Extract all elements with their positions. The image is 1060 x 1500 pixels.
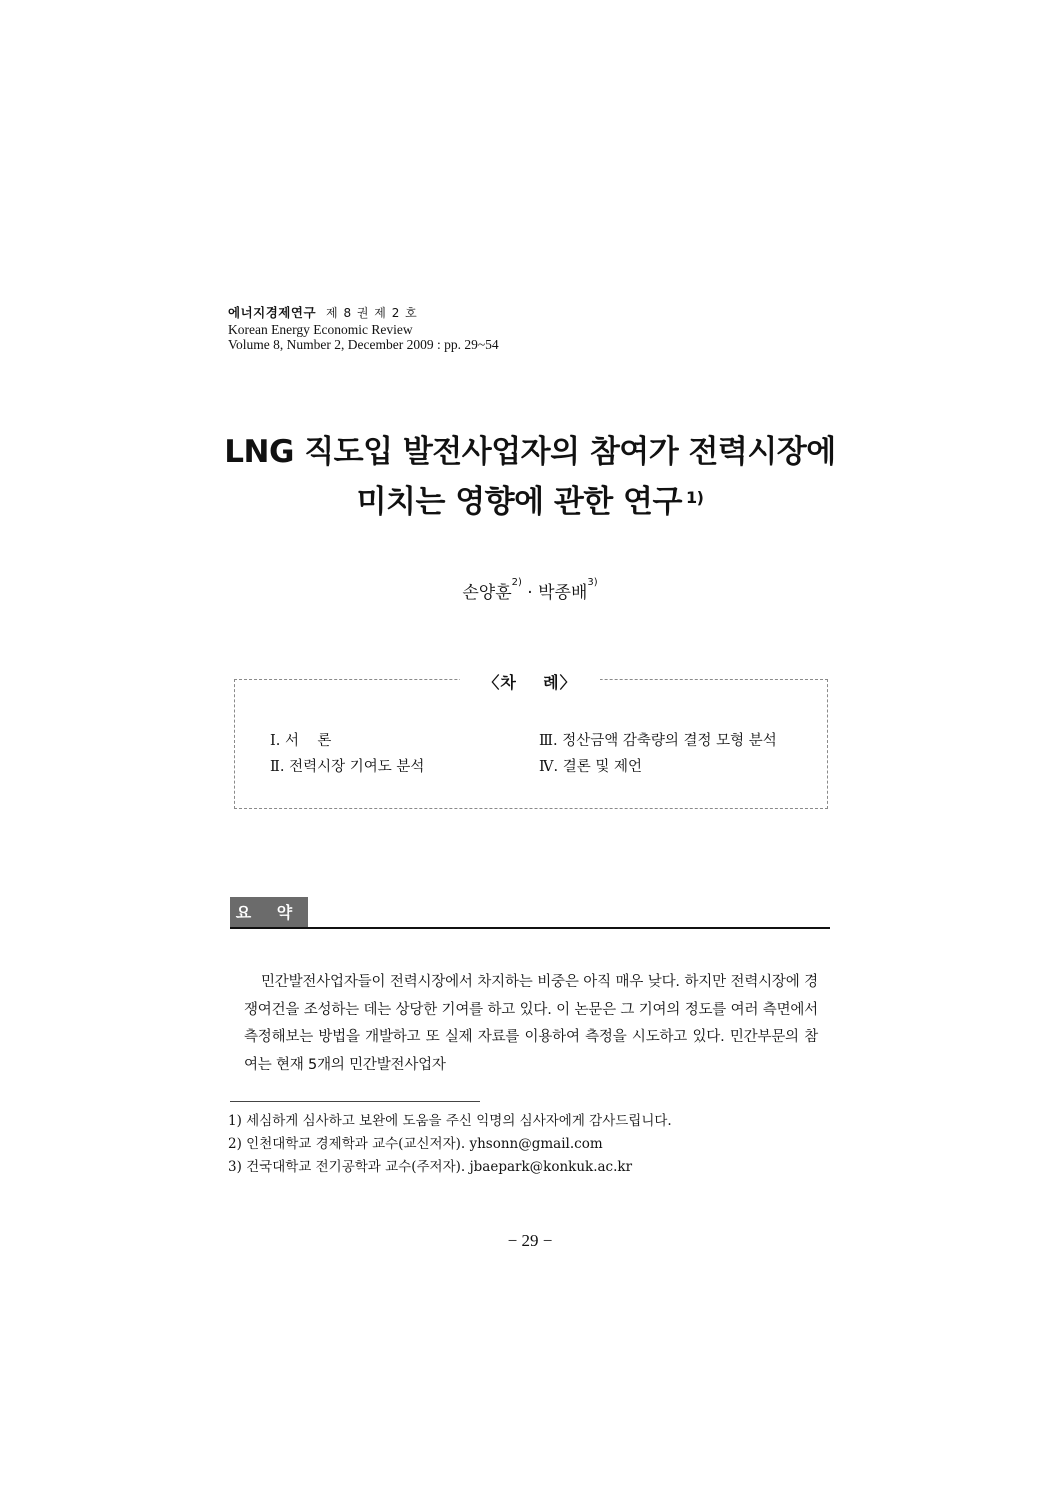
toc-item-4[interactable]: Ⅳ. 결론 및 제언: [539, 759, 642, 775]
toc-item-1[interactable]: Ⅰ. 서 론: [270, 733, 332, 749]
journal-header: [228, 305, 499, 352]
author-1-footnote-mark[interactable]: 2): [511, 577, 522, 588]
footnote-divider: [230, 1101, 480, 1102]
footnotes: [228, 1110, 672, 1179]
journal-name-en: Korean Energy Economic Review: [228, 322, 413, 337]
author-2-footnote-mark[interactable]: 3): [587, 577, 598, 588]
paper-title: [200, 427, 860, 527]
summary-label: 요 약: [230, 897, 308, 928]
toc-item-2[interactable]: Ⅱ. 전력시장 기여도 분석: [270, 759, 425, 775]
title-line-1: LNG 직도입 발전사업자의 참여가 전력시장에: [224, 434, 836, 470]
footnote-1: 1) 세심하게 심사하고 보완에 도움을 주신 익명의 심사자에게 감사드립니다.: [228, 1113, 672, 1129]
title-footnote-mark[interactable]: 1): [685, 488, 704, 507]
toc-item-3[interactable]: Ⅲ. 정산금액 감축량의 결정 모형 분석: [539, 733, 777, 749]
authors: [0, 578, 1060, 603]
journal-volume-ko: 제 8 권 제 2 호: [326, 306, 418, 320]
abstract-text: 민간발전사업자들이 전력시장에서 차지하는 비중은 아직 매우 낮다. 하지만 전력시장에 경쟁여건을 조성하는 데는 상당한 기여를 하고 있다. 이 논문은 그 기여의 정도를 여러 측면에서 측정해보는 방법을 개발하고 또 실제 자료를 이용하여 측정을 시도하고 있다. 민간부문의 참여는 현재 5개의 민간발전사업자: [244, 974, 818, 1073]
journal-volume-en: Volume 8, Number 2, December 2009 : pp. 29~54: [228, 337, 499, 352]
footnote-2: 2) 인천대학교 경제학과 교수(교신저자). yhsonn@gmail.com: [228, 1136, 603, 1152]
author-1: 손양훈: [462, 583, 512, 603]
footnote-3: 3) 건국대학교 전기공학과 교수(주저자). jbaepark@konkuk.ac.kr: [228, 1159, 633, 1175]
author-separator: ·: [521, 583, 539, 603]
title-line-2: 미치는 영향에 관한 연구: [356, 484, 682, 520]
page-number: − 29 −: [507, 1231, 553, 1250]
author-2: 박종배: [538, 583, 588, 603]
journal-name-ko: 에너지경제연구: [228, 305, 317, 320]
toc-heading: 〈차 례〉: [460, 670, 600, 693]
summary-divider: [230, 927, 830, 929]
